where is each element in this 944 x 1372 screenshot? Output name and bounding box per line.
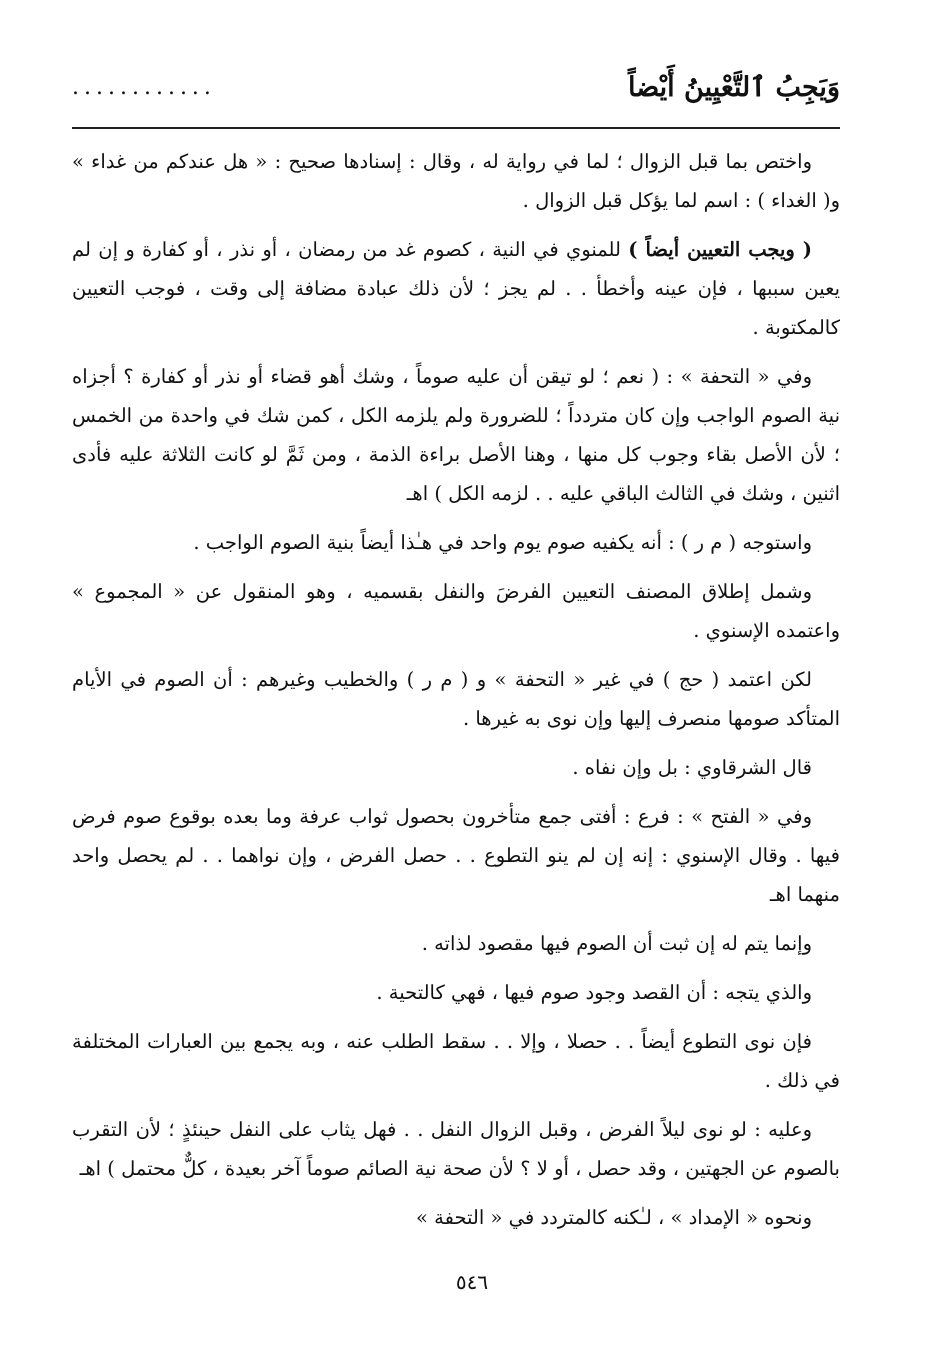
running-header <box>72 58 840 108</box>
paragraph-6: لكن اعتمد ( حج ) في غير « التحفة » و ( م ر ) والخطيب وغيرهم : أن الصوم في الأيام المتأكد صومها منصرف إليها وإن نوى به غيرها . <box>72 668 840 730</box>
running-title: وَيَجِبُ ٱلتَّعْيِينُ أَيْضاً <box>627 72 840 103</box>
header-leader-dots: ............ <box>72 75 216 100</box>
paragraph-1: واختص بما قبل الزوال ؛ لما في رواية له ، وقال : إسنادها صحيح : « هل عندكم من غداء » و( الغداء ) : اسم لما يؤكل قبل الزوال . <box>72 150 840 212</box>
header-rule <box>72 127 840 129</box>
page-number: ٥٤٦ <box>455 1270 489 1294</box>
paragraph-7: قال الشرقاوي : بل وإن نفاه . <box>572 756 812 779</box>
paragraph-2-lead: ( ويجب التعيين أيضاً ) <box>628 238 812 261</box>
paragraph-8: وفي « الفتح » : فرع : أفتى جمع متأخرون بحصول ثواب عرفة وما بعده بوقوع صوم فرض فيها . وقال الإسنوي : إنه إن لم ينو التطوع . . حصل الفرض ، وإن نواهما . . لم يحصل واحد منهما اهـ <box>72 805 840 906</box>
paragraph-2-text: للمنوي في النية ، كصوم غد من رمضان ، أو نذر ، أو كفارة و إن لم يعين سببها ، فإن عينه وأخطأ . . لم يجز ؛ لأن ذلك عبادة مضافة إلى وقت ، فوجب التعيين كالمكتوبة . <box>72 238 840 339</box>
paragraph-9: وإنما يتم له إن ثبت أن الصوم فيها مقصود لذاته . <box>421 932 812 955</box>
paragraph-4: واستوجه ( م ر ) : أنه يكفيه صوم يوم واحد في هـٰذا أيضاً بنية الصوم الواجب . <box>193 531 812 554</box>
paragraph-3: وفي « التحفة » : ( نعم ؛ لو تيقن أن عليه صوماً ، وشك أهو قضاء أو نذر أو كفارة ؟ أجزاه نية الصوم الواجب وإن كان متردداً ؛ للضرورة ولم يلزمه الكل ، كمن شك في واحدة من الخمس ؛ لأن الأصل بقاء وجوب كل منها ، وهنا الأصل براءة الذمة ، ومن ثَمَّ لو كانت الثلاثة عليه فأدى اثنين ، وشك في الثالث الباقي عليه . . لزمه الكل ) اهـ <box>72 365 840 505</box>
paragraph-11: فإن نوى التطوع أيضاً . . حصلا ، وإلا . . سقط الطلب عنه ، وبه يجمع بين العبارات المختلفة في ذلك . <box>72 1030 840 1092</box>
paragraph-12: وعليه : لو نوى ليلاً الفرض ، وقبل الزوال النفل . . فهل يثاب على النفل حينئذٍ ؛ لأن التقرب بالصوم عن الجهتين ، وقد حصل ، أو لا ؟ لأن صحة نية الصائم صوماً آخر بعيدة ، كلٌّ محتمل ) اهـ <box>72 1118 840 1180</box>
paragraph-2 <box>72 230 840 347</box>
body-text <box>72 142 840 1247</box>
paragraph-5: وشمل إطلاق المصنف التعيين الفرضَ والنفل بقسميه ، وهو المنقول عن « المجموع » واعتمده الإسنوي . <box>72 580 840 642</box>
paragraph-10: والذي يتجه : أن القصد وجود صوم فيها ، فهي كالتحية . <box>376 981 812 1004</box>
paragraph-13: ونحوه « الإمداد » ، لـٰكنه كالمتردد في « التحفة » <box>416 1206 812 1229</box>
